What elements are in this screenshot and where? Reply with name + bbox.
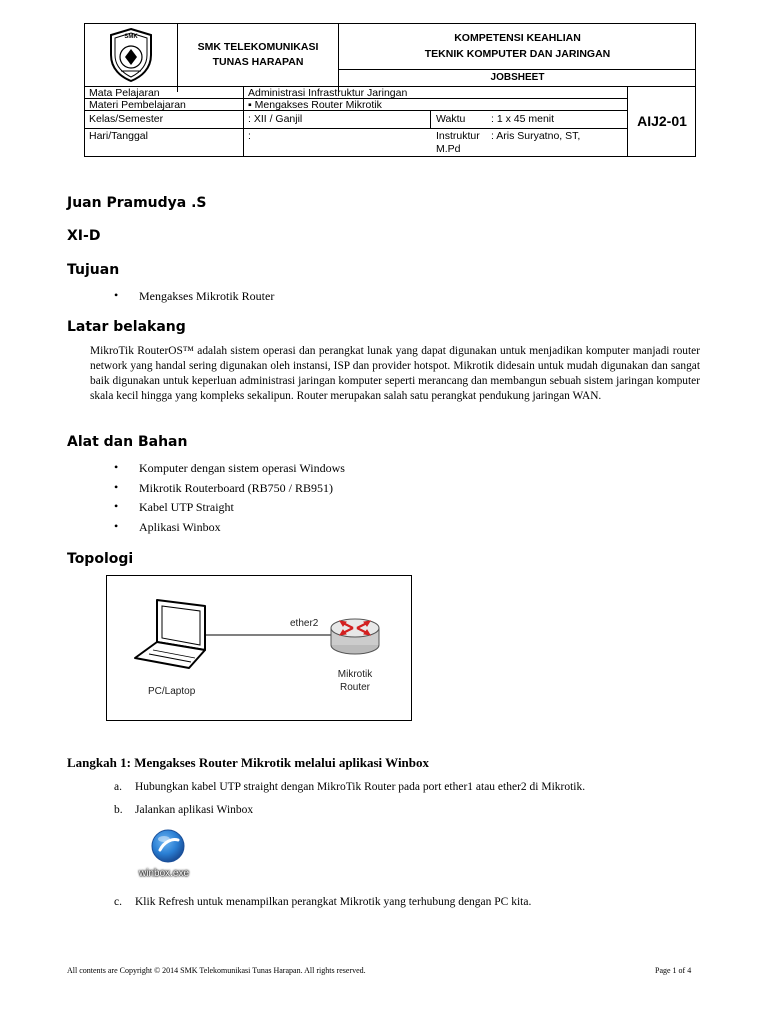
- pc-label: PC/Laptop: [148, 686, 196, 697]
- waktu-label: Waktu: [436, 113, 466, 125]
- list-item: • Kabel UTP Straight: [114, 500, 345, 520]
- latar-paragraph: MikroTik RouterOS™ adalah sistem operasi dan perangkat lunak yang dapat digunakan untuk menjadikan komputer manjadi router network yang handal sering digunakan oleh instansi, ISP dan provider hotspot. Mikrotik didesain untuk mudah digunakan dan sangat baik digunakan untuk keperluan administrasi jaringan komputer seperti merancang dan membangun sebuah sistem jaringan komputer skala kecil hingga yang kompleks sekalipun. Router merupakan salah satu perangkat pendukung jaringan WAN.: [90, 345, 700, 402]
- competence-line1: KOMPETENSI KEAHLIAN: [454, 32, 581, 44]
- list-item: • Mikrotik Routerboard (RB750 / RB951): [114, 481, 345, 501]
- router-label-line2: Router: [339, 682, 370, 693]
- school-name-line2: TUNAS HARAPAN: [212, 56, 304, 68]
- tujuan-heading: Tujuan: [67, 262, 120, 278]
- latar-heading: Latar belakang: [67, 319, 186, 335]
- hari-label: Hari/Tanggal: [89, 130, 148, 142]
- alat-heading: Alat dan Bahan: [67, 434, 188, 450]
- winbox-icon[interactable]: [150, 828, 186, 864]
- kelas-value: : XII / Ganjil: [248, 113, 303, 125]
- instruktur-value-line2: M.Pd: [436, 143, 461, 155]
- list-item: • Mengakses Mikrotik Router: [114, 289, 274, 309]
- alat-list: [114, 461, 345, 539]
- school-name: [178, 40, 338, 70]
- step-letter: b.: [114, 804, 123, 816]
- logo-text: SMK: [124, 34, 138, 40]
- footer-page-number: Page 1 of 4: [655, 966, 692, 975]
- step-title: Langkah 1: Mengakses Router Mikrotik melalui aplikasi Winbox: [67, 755, 430, 770]
- hari-value: :: [248, 130, 251, 142]
- laptop-icon: [135, 600, 205, 668]
- instruktur-label: Instruktur: [436, 130, 480, 142]
- step-letter: a.: [114, 781, 122, 793]
- student-name: Juan Pramudya .S: [67, 195, 207, 211]
- doc-type: JOBSHEET: [490, 72, 545, 83]
- mapel-value: Administrasi Infrastruktur Jaringan: [248, 87, 408, 99]
- list-item: • Komputer dengan sistem operasi Windows: [114, 461, 345, 481]
- kelas-label: Kelas/Semester: [89, 113, 164, 125]
- router-label: [325, 668, 385, 694]
- school-name-line1: SMK TELEKOMUNIKASI: [197, 41, 319, 53]
- student-class: XI-D: [67, 228, 101, 244]
- step-text: Klik Refresh untuk menampilkan perangkat Mikrotik yang terhubung dengan PC kita.: [135, 896, 532, 908]
- jobsheet-code: AIJ2-01: [637, 113, 687, 129]
- topology-diagram: [106, 575, 412, 721]
- link-label: ether2: [290, 618, 319, 629]
- competence-line2: TEKNIK KOMPUTER DAN JARINGAN: [424, 48, 611, 60]
- school-logo: [107, 27, 155, 83]
- router-label-line1: Mikrotik: [337, 669, 373, 680]
- header-table: [84, 23, 696, 157]
- step-text: Jalankan aplikasi Winbox: [135, 804, 254, 816]
- instruktur-value: : Aris Suryatno, ST,: [491, 130, 581, 142]
- list-item: • Aplikasi Winbox: [114, 520, 345, 540]
- footer-copyright: All contents are Copyright © 2014 SMK Telekomunikasi Tunas Harapan. All rights reserved.: [67, 966, 366, 975]
- waktu-value: : 1 x 45 menit: [491, 113, 555, 125]
- router-icon: [331, 619, 379, 654]
- step-letter: c.: [114, 896, 122, 908]
- topologi-heading: Topologi: [67, 551, 134, 567]
- tujuan-list: [114, 289, 274, 309]
- step-text: Hubungkan kabel UTP straight dengan MikroTik Router pada port ether1 atau ether2 di Mikrotik.: [135, 781, 586, 793]
- competence-title: [339, 30, 696, 62]
- materi-value: ▪ Mengakses Router Mikrotik: [248, 99, 382, 111]
- winbox-label[interactable]: winbox.exe: [139, 868, 190, 879]
- materi-label: Materi Pembelajaran: [89, 99, 186, 111]
- mapel-label: Mata Pelajaran: [89, 87, 160, 99]
